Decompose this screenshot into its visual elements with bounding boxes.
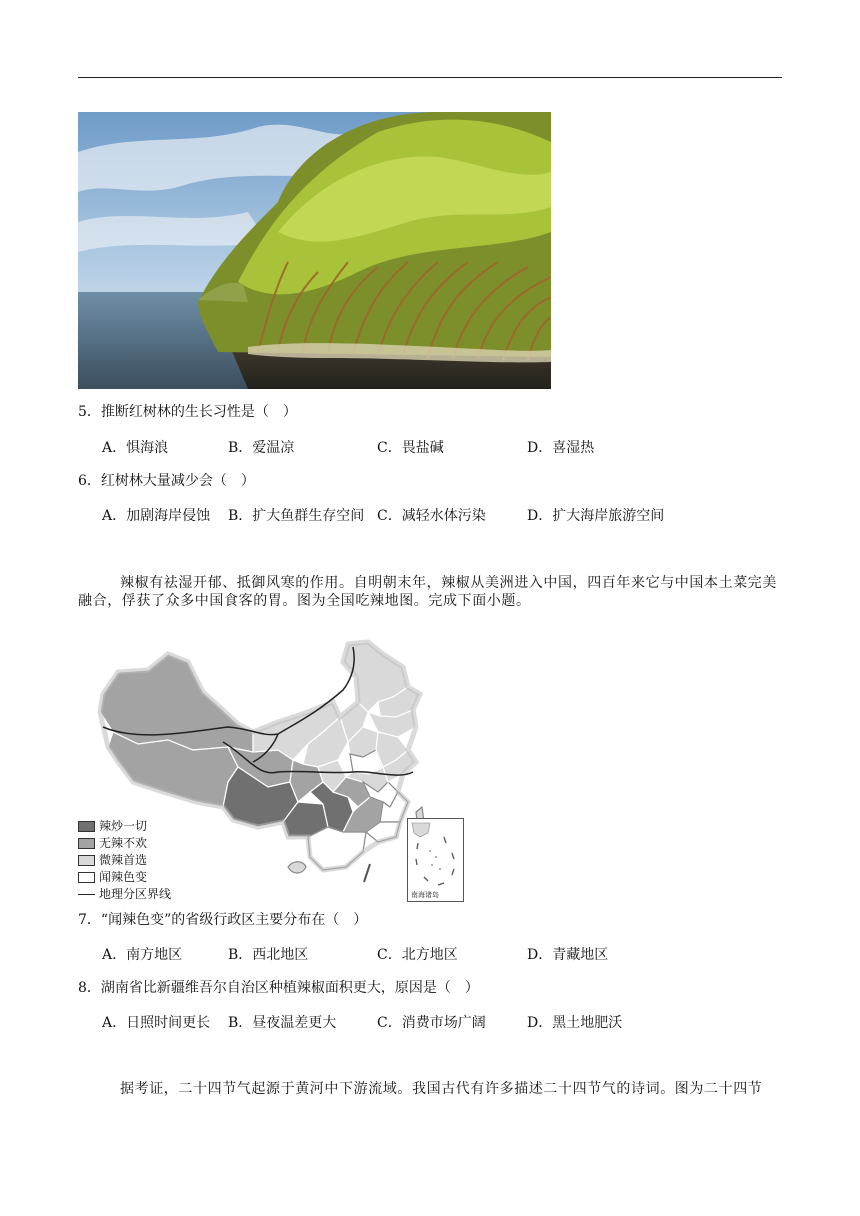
q5-option-d: D．喜湿热 <box>527 440 595 456</box>
header-rule <box>78 77 782 78</box>
inset-label: 南海诸岛 <box>411 891 439 899</box>
q6-option-c: C．减轻水体污染 <box>377 508 486 524</box>
mangrove-photo <box>78 112 551 389</box>
q6-option-a: A．加剧海岸侵蚀 <box>102 508 211 524</box>
legend-swatch <box>78 855 95 866</box>
legend-item-mild-spicy <box>78 852 171 869</box>
legend-label: 地理分区界线 <box>99 887 172 901</box>
legend-line-symbol <box>78 894 95 895</box>
legend-swatch <box>78 872 95 883</box>
legend-item-spicy-all <box>78 818 171 835</box>
legend-label: 微辣首选 <box>99 853 148 867</box>
legend-label: 辣炒一切 <box>99 819 148 833</box>
q8-option-c: C．消费市场广阔 <box>377 1015 486 1031</box>
south-china-sea-inset <box>407 818 464 902</box>
q5-stem: 5．推断红树林的生长习性是（ ） <box>78 404 297 420</box>
q7-option-b: B．西北地区 <box>228 947 309 963</box>
q7-stem: 7．“闻辣色变”的省级行政区主要分布在（ ） <box>78 912 368 928</box>
q8-option-d: D．黑土地肥沃 <box>527 1015 623 1031</box>
legend-swatch <box>78 838 95 849</box>
q7-option-a: A．南方地区 <box>102 947 183 963</box>
legend-swatch <box>78 821 95 832</box>
q6-option-b: B．扩大鱼群生存空间 <box>228 508 365 524</box>
legend-label: 闻辣色变 <box>99 870 148 884</box>
q7-option-d: D．青藏地区 <box>527 947 609 963</box>
legend-item-avoid-spicy <box>78 869 171 886</box>
q8-option-b: B．昼夜温差更大 <box>228 1015 337 1031</box>
q7-option-c: C．北方地区 <box>377 947 458 963</box>
legend-item-love-spicy <box>78 835 171 852</box>
solar-terms-passage: 据考证，二十四节气起源于黄河中下游流域。我国古代有许多描述二十四节气的诗词。图为二十四节 <box>120 1081 763 1097</box>
q6-option-d: D．扩大海岸旅游空间 <box>527 508 665 524</box>
legend-label: 无辣不欢 <box>99 836 148 850</box>
q5-option-c: C．畏盐碱 <box>377 440 444 456</box>
map-legend <box>78 818 171 903</box>
chili-passage: 辣椒有祛湿开郁、抵御风寒的作用。自明朝末年，辣椒从美洲进入中国，四百年来它与中国本土菜完美融合，俘获了众多中国食客的胃。图为全国吃辣地图。完成下面小题。 <box>78 575 777 609</box>
q8-stem: 8．湖南省比新疆维吾尔自治区种植辣椒面积更大，原因是（ ） <box>78 980 479 996</box>
q6-stem: 6．红树林大量减少会（ ） <box>78 473 255 489</box>
legend-item-boundary <box>78 886 171 903</box>
q8-option-a: A．日照时间更长 <box>102 1015 211 1031</box>
q5-option-b: B．爱温凉 <box>228 440 295 456</box>
q5-option-a: A．惧海浪 <box>102 440 169 456</box>
